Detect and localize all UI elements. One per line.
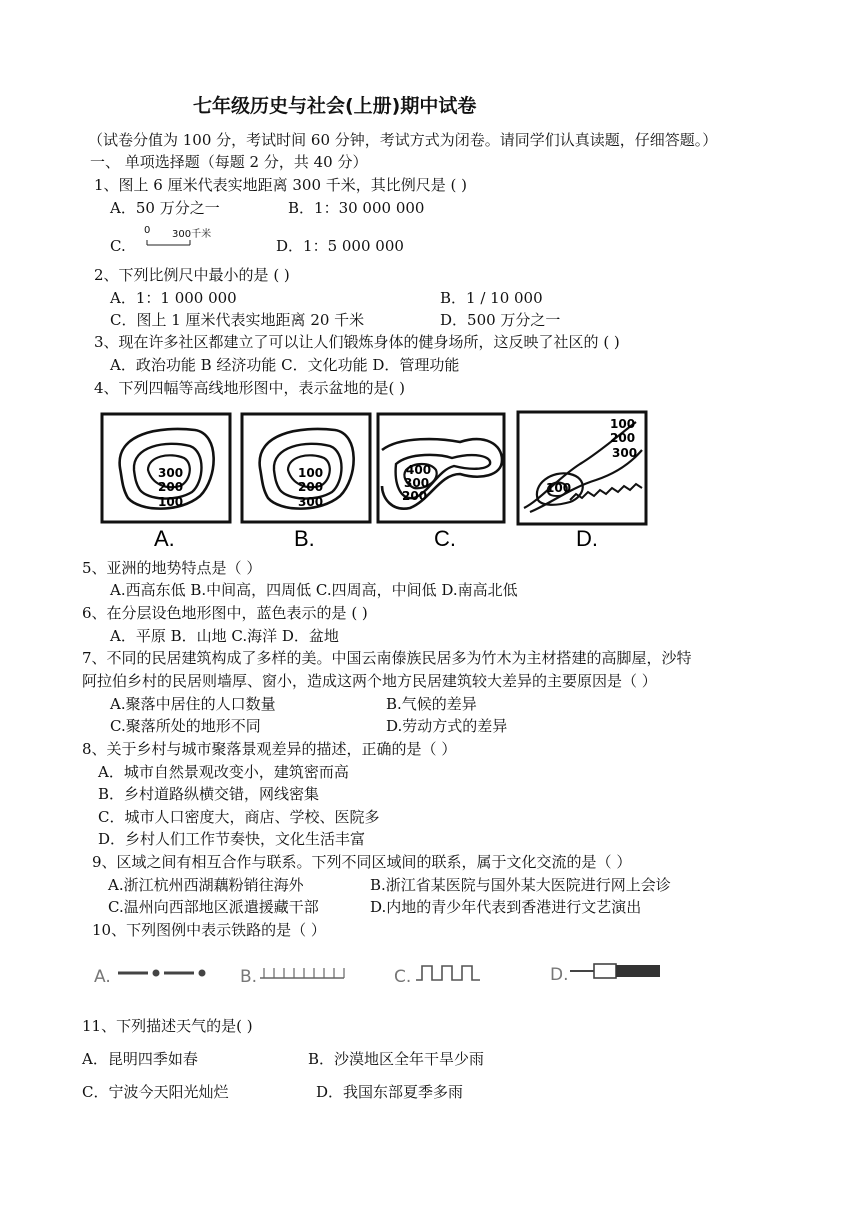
question-8-option-c: C．城市人口密度大，商店、学校、医院多 [98, 808, 380, 826]
contour-maps-svg [100, 408, 660, 556]
question-2-option-d: D．500 万分之一 [440, 311, 561, 329]
section-heading: 一、 单项选择题（每题 2 分，共 40 分） [90, 153, 368, 171]
question-9-stem: 9、区域之间有相互合作与联系。下列不同区域间的联系，属于文化交流的是（ ） [92, 853, 632, 871]
contour-c-label-2: 300 [404, 476, 430, 490]
question-6-stem: 6、在分层设色地形图中，蓝色表示的是 ( ) [82, 604, 368, 622]
legend-d [550, 964, 660, 985]
contour-d-letter: D. [576, 526, 598, 551]
question-11-option-a: A．昆明四季如春 [82, 1050, 198, 1068]
legend-d-label: D. [550, 965, 569, 985]
contour-maps-figure [100, 408, 660, 556]
contour-d-label-1: 100 [610, 417, 636, 431]
question-9-option-d: D.内地的青少年代表到香港进行文艺演出 [370, 898, 642, 916]
contour-a-label-1: 300 [158, 466, 184, 480]
contour-map-b [242, 414, 370, 551]
question-1-stem: 1、图上 6 厘米代表实地距离 300 千米，其比例尺是 ( ) [94, 176, 468, 194]
contour-map-d [518, 412, 646, 551]
question-11-stem: 11、下列描述天气的是( ) [82, 1017, 253, 1035]
scale-bar-value: 300千米 [172, 229, 212, 240]
question-1-option-d: D．1：5 000 000 [276, 237, 404, 255]
question-2-option-b: B．1 / 10 000 [440, 289, 543, 307]
question-3-options: A．政治功能 B 经济功能 C．文化功能 D．管理功能 [110, 356, 460, 374]
contour-b-label-2: 200 [298, 480, 324, 494]
question-5-stem: 5、亚洲的地势特点是（ ） [82, 559, 262, 577]
legend-b [240, 967, 344, 987]
page-title: 七年级历史与社会(上册)期中试卷 [193, 95, 477, 117]
question-7-option-c: C.聚落所处的地形不同 [110, 717, 261, 735]
legend-b-label: B. [240, 967, 258, 987]
question-11-option-d: D．我国东部夏季多雨 [316, 1083, 464, 1101]
contour-a-label-2: 200 [158, 480, 184, 494]
contour-b-label-3: 300 [298, 495, 324, 509]
legend-a-label: A. [94, 967, 111, 987]
question-8-option-b: B．乡村道路纵横交错，网线密集 [98, 785, 320, 803]
contour-d-label-3: 300 [612, 446, 638, 460]
map-legend-figure [92, 958, 672, 990]
question-8-option-a: A．城市自然景观改变小，建筑密而高 [98, 763, 349, 781]
contour-a-label-3: 100 [158, 495, 184, 509]
legend-c [394, 966, 480, 987]
question-3-stem: 3、现在许多社区都建立了可以让人们锻炼身体的健身场所，这反映了社区的 ( ) [94, 333, 620, 351]
question-9-option-c: C.温州向西部地区派遣援藏干部 [108, 898, 319, 916]
question-7-stem-line-1: 7、不同的民居建筑构成了多样的美。中国云南傣族民居多为竹木为主材搭建的高脚屋，沙特 [82, 649, 692, 667]
contour-a-letter: A. [154, 526, 175, 551]
question-8-stem: 8、关于乡村与城市聚落景观差异的描述，正确的是（ ） [82, 740, 457, 758]
question-2-stem: 2、下列比例尺中最小的是 ( ) [94, 266, 290, 284]
scale-bar-zero: 0 [144, 225, 151, 236]
question-7-stem-line-2: 阿拉伯乡村的民居则墙厚、窗小，造成这两个地方民居建筑较大差异的主要原因是（ ） [82, 672, 657, 690]
question-6-options: A．平原 B．山地 C.海洋 D．盆地 [110, 627, 339, 645]
question-11-option-b: B．沙漠地区全年干旱少雨 [308, 1050, 485, 1068]
legend-a [94, 967, 206, 987]
contour-c-label-3: 200 [402, 489, 428, 503]
question-1-option-a: A．50 万分之一 [110, 199, 220, 217]
question-10-stem: 10、下列图例中表示铁路的是（ ） [92, 921, 326, 939]
question-4-stem: 4、下列四幅等高线地形图中，表示盆地的是( ) [94, 379, 406, 397]
contour-d-label-4: 100 [546, 481, 572, 495]
contour-c-letter: C. [434, 526, 456, 551]
question-5-options: A.西高东低 B.中间高，四周低 C.四周高，中间低 D.南高北低 [110, 581, 518, 599]
question-2-option-c: C．图上 1 厘米代表实地距离 20 千米 [110, 311, 365, 329]
map-legend-svg [92, 958, 672, 990]
question-11-option-c: C．宁波今天阳光灿烂 [82, 1083, 229, 1101]
contour-c-label-1: 400 [406, 463, 432, 477]
question-1-option-c: C. [110, 237, 126, 255]
contour-d-label-2: 200 [610, 431, 636, 445]
exam-instructions: （试卷分值为 100 分，考试时间 60 分钟，考试方式为闭卷。请同学们认真读题，仔细答题。） [88, 131, 718, 149]
question-9-option-a: A.浙江杭州西湖藕粉销往海外 [108, 876, 304, 894]
question-1-option-b: B．1：30 000 000 [288, 199, 425, 217]
scale-bar-figure [140, 225, 240, 251]
question-8-option-d: D．乡村人们工作节奏快，文化生活丰富 [98, 830, 366, 848]
contour-b-letter: B. [294, 526, 315, 551]
legend-c-label: C. [394, 967, 412, 987]
contour-map-c [378, 414, 504, 551]
question-7-option-b: B.气候的差异 [386, 695, 477, 713]
contour-b-label-1: 100 [298, 466, 324, 480]
contour-map-a [102, 414, 230, 551]
question-9-option-b: B.浙江省某医院与国外某大医院进行网上会诊 [370, 876, 671, 894]
scale-bar-line [140, 225, 240, 251]
question-7-option-a: A.聚落中居住的人口数量 [110, 695, 276, 713]
question-2-option-a: A．1：1 000 000 [110, 289, 237, 307]
question-7-option-d: D.劳动方式的差异 [386, 717, 508, 735]
